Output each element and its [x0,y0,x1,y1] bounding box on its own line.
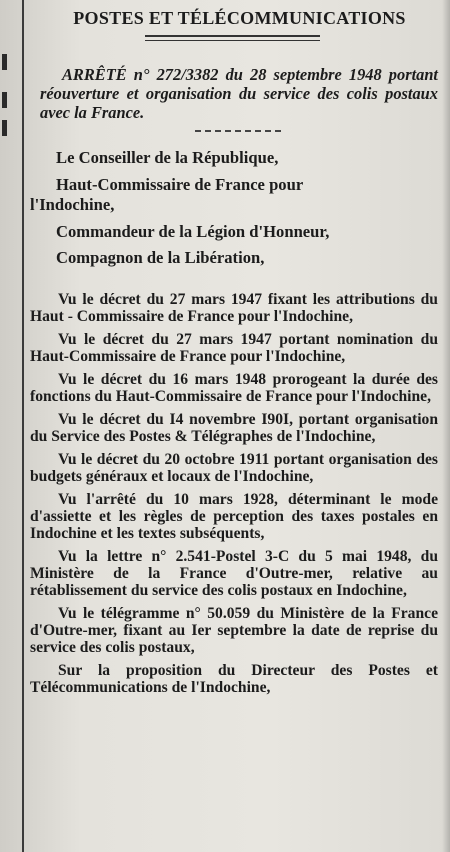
visa-paragraph: Sur la proposition du Directeur des Postes et Télécommunications de l'Indochine, [30,661,438,696]
title-rule [145,40,320,41]
title-rule [145,35,320,37]
margin-mark [2,120,7,136]
section-title: POSTES ET TÉLÉCOMMUNICATIONS [73,8,406,28]
authority-block [30,148,438,269]
dashed-separator [195,130,281,132]
visa-paragraph: Vu l'arrêté du 10 mars 1928, déterminant le mode d'assiette et les règles de perception des taxes postales en Indochine et les textes subséquents, [30,490,438,542]
authority-line: Le Conseiller de la République, [56,148,279,167]
column-rule [22,0,24,852]
authority-line: Compagnon de la Libération, [56,248,265,267]
visa-paragraph: Vu le télégramme n° 50.059 du Ministère de la France d'Outre-mer, fixant au Ier septembre la date de reprise du service des colis postaux, [30,604,438,656]
document-column [30,0,442,702]
visa-paragraph: Vu la lettre n° 2.541-Postel 3-C du 5 mai 1948, du Ministère de la France d'Outre-mer, relative au rétablissement du service des colis postaux en Indochine, [30,547,438,599]
margin-mark [2,54,7,70]
page-edge-shadow [442,0,450,852]
authority-line: Commandeur de la Légion d'Honneur, [56,221,330,241]
authority-line: Haut-Commissaire de France pour l'Indochine, [30,174,304,214]
margin-mark [2,92,7,108]
visa-paragraph: Vu le décret du 20 octobre 1911 portant organisation des budgets généraux et locaux de l'Indochine, [30,450,438,485]
visa-list [30,291,438,696]
visa-paragraph: Vu le décret du I4 novembre I90I, portant organisation du Service des Postes & Télégraphes de l'Indochine, [30,410,438,445]
visa-paragraph: Vu le décret du 16 mars 1948 prorogeant la durée des fonctions du Haut-Commissaire de France pour l'Indochine, [30,370,438,405]
arrete-heading: ARRÊTÉ n° 272/3382 du 28 septembre 1948 portant réouverture et organisation du service des colis postaux avec la France. [40,65,438,122]
visa-paragraph: Vu le décret du 27 mars 1947 portant nomination du Haut-Commissaire de France pour l'Indochine, [30,330,438,365]
visa-paragraph: Vu le décret du 27 mars 1947 fixant les attributions du Haut - Commissaire de France pour l'Indochine, [30,290,438,325]
